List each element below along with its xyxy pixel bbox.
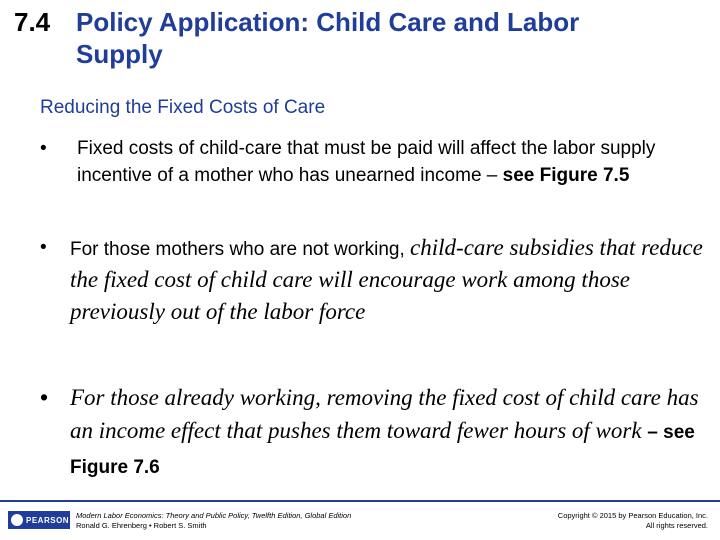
slide-title <box>14 6 704 70</box>
title-line-1: Policy Application: Child Care and Labor <box>76 7 580 37</box>
copyright-line-2: All rights reserved. <box>645 521 708 530</box>
figure-reference: – see Figure 7.6 <box>70 422 695 478</box>
logo-wordmark: PEARSON <box>26 515 70 525</box>
bullet-marker: • <box>40 384 49 410</box>
pearson-seal-icon <box>11 514 23 526</box>
pearson-logo <box>8 511 70 529</box>
section-number: 7.4 <box>14 7 51 37</box>
copyright-notice <box>558 511 708 531</box>
bullet-text-lead: For those mothers who are not working, <box>70 239 411 260</box>
title-line-2: Supply <box>76 39 163 69</box>
copyright-line-1: Copyright © 2015 by Pearson Education, Inc. <box>557 511 708 520</box>
bullet-text-italic: For those already working, removing the fixed cost of child care has an income effect that pushes them toward fewer hours of work <box>70 385 699 443</box>
slide-subtitle: Reducing the Fixed Costs of Care <box>40 97 326 118</box>
footer-divider <box>0 500 720 502</box>
book-title: Modern Labor Economics: Theory and Public Policy, Twelfth Edition, Global Edition <box>76 511 352 520</box>
bullet-marker: • <box>40 138 47 159</box>
bullet-text-italic: child-care subsidies that reduce the fixed cost of child care will encourage work among those previously out of the labor force <box>70 235 703 324</box>
bullet-text-main: Fixed costs of child-care that must be paid will affect the labor supply incentive of a mother who has unearned income – <box>77 138 656 186</box>
bullet-marker: • <box>40 237 47 258</box>
book-citation <box>76 511 351 531</box>
bullet-text <box>77 135 707 189</box>
figure-reference: see Figure 7.5 <box>502 165 630 186</box>
bullet-text <box>70 381 710 484</box>
book-authors: Ronald G. Ehrenberg • Robert S. Smith <box>76 521 207 530</box>
bullet-text <box>70 233 710 329</box>
